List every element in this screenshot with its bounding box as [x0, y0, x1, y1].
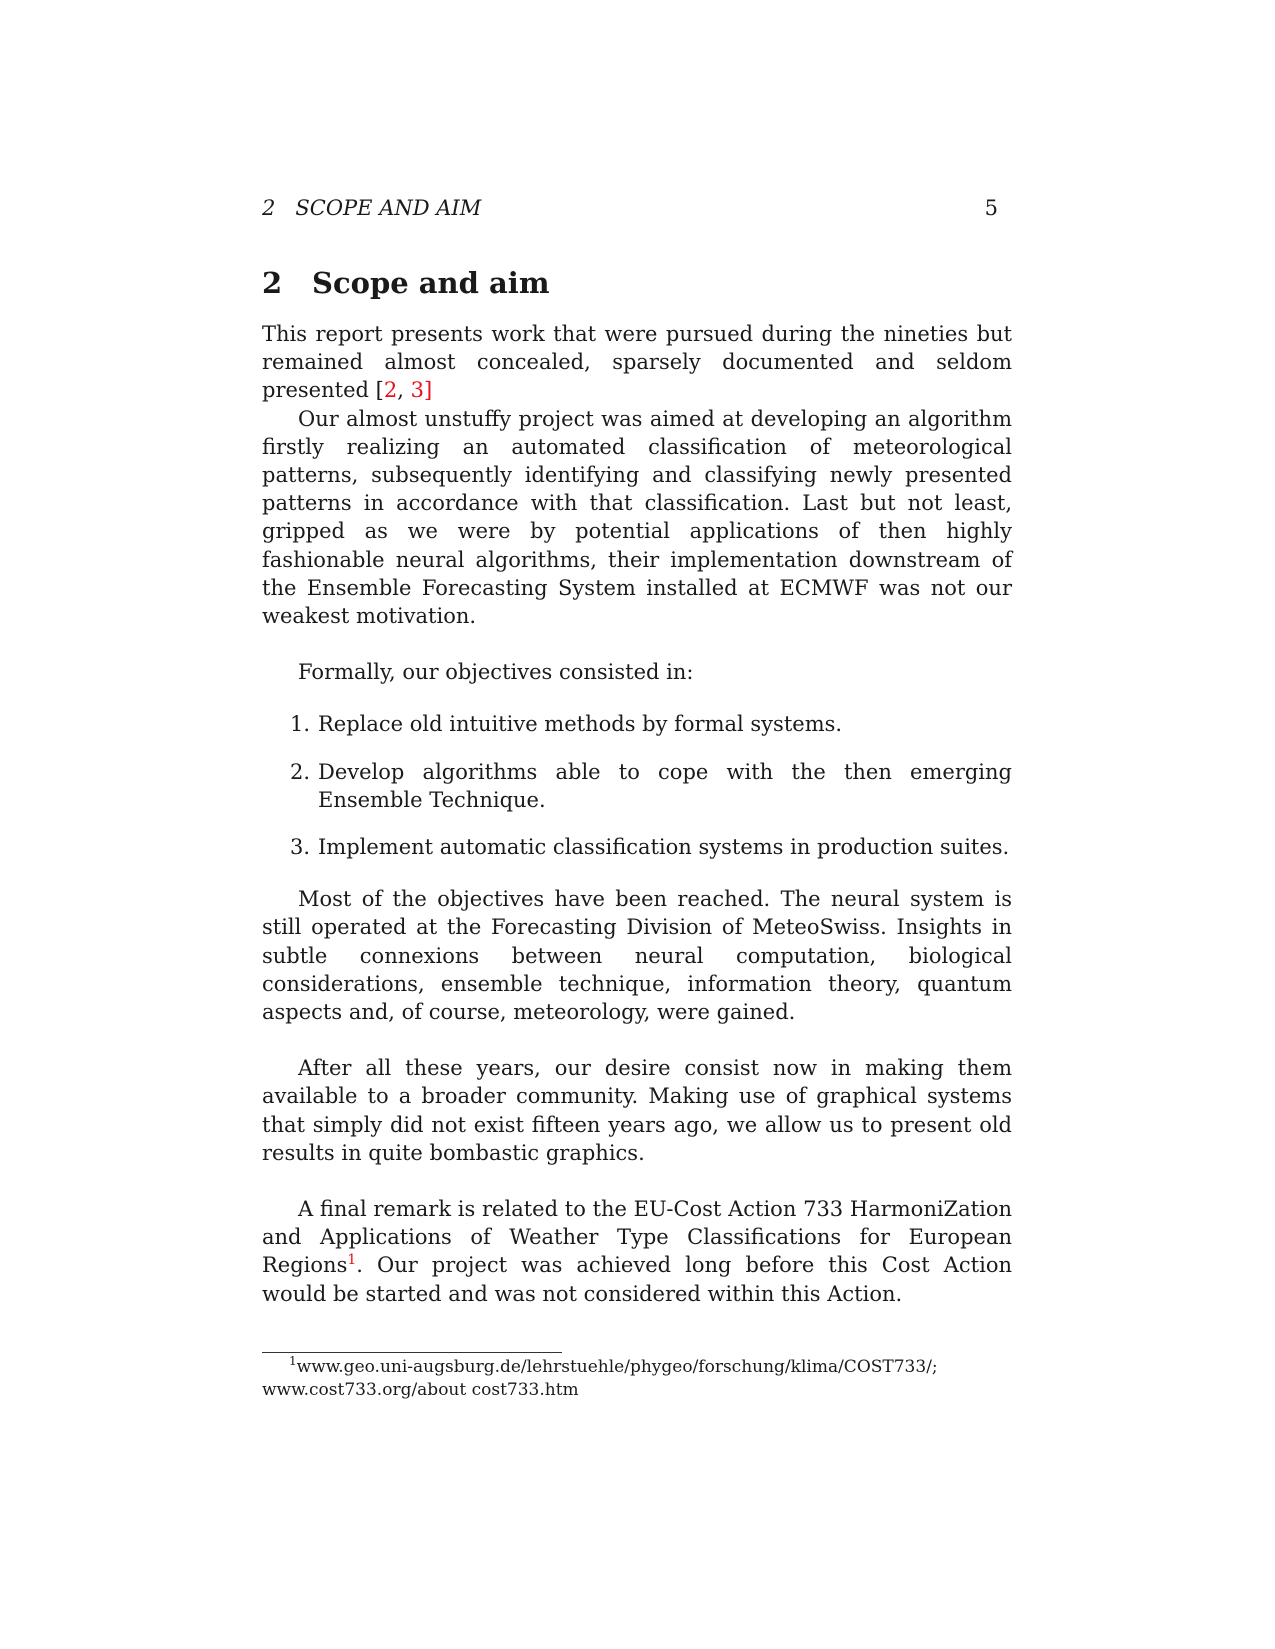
list-item-text: Develop algorithms able to cope with the then emerging Ensemble Technique. — [318, 759, 1012, 812]
footnote-number: 1 — [289, 1354, 297, 1369]
paragraph-intro — [262, 320, 1012, 405]
paragraph-intro-text: This report presents work that were pursued during the nineties but remained almost concealed, sparsely documented and seldom presented [ — [262, 322, 1012, 403]
paragraph-results: Most of the objectives have been reached. The neural system is still operated at the Forecasting Division of MeteoSwiss. Insights in subtle connexions between neural computation, biological considerations, ensemble technique, information theory, quantum aspects and, of course, meteorology, were gained. — [262, 887, 1012, 1025]
section-heading — [262, 266, 550, 300]
paragraph-desire: After all these years, our desire consist now in making them available to a broader community. Making use of graphical systems that simply did not exist fifteen years ago, we allow us to present old results in quite bombastic graphics. — [262, 1056, 1012, 1165]
citation-close-bracket: ] — [423, 378, 433, 403]
objectives-list — [262, 710, 1012, 861]
paragraph-final-remark-rest: . Our project was achieved long before this Cost Action would be started and was not considered within this Action. — [262, 1253, 1012, 1306]
paragraph-final-remark — [262, 1195, 1012, 1308]
running-header — [262, 196, 1012, 220]
section-body — [262, 320, 1012, 1308]
footnote-divider — [262, 1352, 562, 1353]
list-item — [262, 833, 1012, 861]
citation-link-2[interactable]: 2 — [383, 378, 398, 403]
list-item-number: 3. — [290, 835, 311, 860]
footnote-url-2: www.cost733.org/about cost733.htm — [262, 1380, 579, 1400]
list-item-text: Implement automatic classification systems in production suites. — [318, 835, 1010, 860]
footnote-url-1: www.geo.uni-augsburg.de/lehrstuehle/phygeo/forschung/klima/COST733/; — [296, 1357, 938, 1377]
page-number: 5 — [984, 196, 998, 220]
list-item-text: Replace old intuitive methods by formal systems. — [318, 712, 843, 737]
footnote-line-1 — [262, 1356, 1012, 1379]
list-item-number: 2. — [290, 759, 311, 784]
paragraph-objectives-intro: Formally, our objectives consisted in: — [298, 660, 694, 685]
paragraph-final-remark-text: A final remark is related to the EU-Cost Action 733 HarmoniZation and Applications of Weather Type Classifications for European Regions — [262, 1197, 1012, 1278]
list-item — [262, 710, 1012, 738]
running-header-title: 2 SCOPE AND AIM — [262, 196, 482, 220]
section-number: 2 — [262, 266, 283, 300]
section-title-text: Scope and aim — [312, 266, 550, 300]
paragraph-project: Our almost unstuffy project was aimed at developing an algorithm firstly realizing an automated classification of meteorological patterns, subsequently identifying and classifying newly presented patterns in accordance with that classification. Last but not least, gripped as we were by potential applications of then highly fashionable neural algorithms, their implementation downstream of the Ensemble Forecasting System installed at ECMWF was not our weakest motivation. — [262, 406, 1012, 629]
citation-separator: , — [397, 378, 411, 403]
list-item-number: 1. — [290, 712, 311, 737]
footnote — [262, 1356, 1012, 1402]
footnote-ref-1[interactable]: 1 — [347, 1252, 357, 1269]
citation-link-3[interactable]: 3 — [410, 378, 424, 403]
list-item — [262, 758, 1012, 814]
